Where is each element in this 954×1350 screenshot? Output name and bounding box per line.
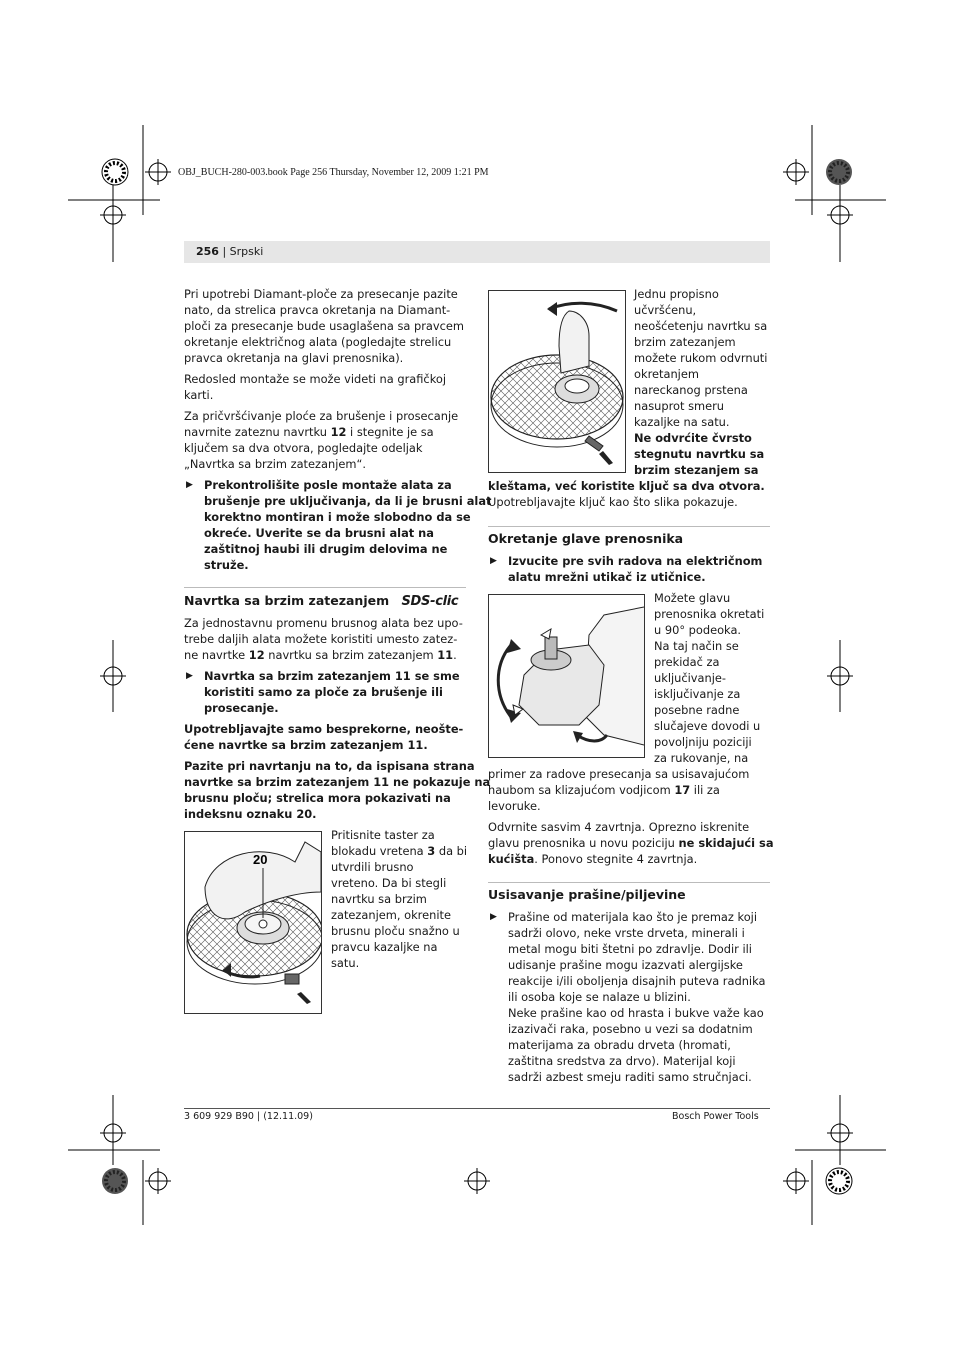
text-line: nato, da strelica pravca okretanja na Diamant- xyxy=(184,303,451,317)
text-line: satu. xyxy=(331,956,360,970)
text-run: ne navrtke xyxy=(184,648,249,662)
sds-clic-logo xyxy=(401,594,458,610)
paragraph-screws xyxy=(488,819,774,867)
paragraph-fastening xyxy=(184,408,458,472)
text-line: okretanje električnog alata (pogledajte strelicu xyxy=(184,335,452,349)
text-line xyxy=(488,782,749,798)
text-line xyxy=(488,835,774,851)
text-run: . Ponovo stegnite 4 zavrtnja. xyxy=(534,852,698,866)
text-line: brusnu ploču; strelica mora pokazivati na xyxy=(184,791,451,805)
page-number: 256 xyxy=(196,245,219,258)
text-line: kleštama, već koristite ključ sa dva otvora. xyxy=(488,479,765,493)
text-line: „Navrtka sa brzim zatezanjem“. xyxy=(184,457,366,471)
ref-number: 17 xyxy=(674,783,691,797)
text-line: učvršćenu, xyxy=(634,303,697,317)
text-line: Jednu propisno xyxy=(634,287,719,301)
text-line xyxy=(184,647,463,663)
footer-divider xyxy=(184,1108,770,1109)
text-run: glavu prenosnika u novu poziciju xyxy=(488,836,679,850)
text-line: korektno montiran i može slobodno da se xyxy=(204,510,471,524)
text-line: prekidač za xyxy=(654,655,720,669)
text-line: trebe daljih alata možete koristiti umesto zatez- xyxy=(184,632,458,646)
section-divider xyxy=(488,882,770,883)
text-line: primer za radove presecanja sa usisavajućom xyxy=(488,767,750,781)
text-line: Pri upotrebi Diamant-ploče za presecanje pazite xyxy=(184,287,458,301)
text-run: ili za xyxy=(690,783,720,797)
text-line: Na taj način se xyxy=(654,639,739,653)
footer-doc-number: 3 609 929 B90 | (12.11.09) xyxy=(184,1111,313,1122)
text-line: Prašine od materijala kao što je premaz koji xyxy=(508,910,757,924)
grinding-wheel-illustration xyxy=(185,832,321,1013)
triangle-bullet-icon: ▶ xyxy=(186,480,193,490)
text-line: Neke prašine kao od hrasta i bukve važe kao xyxy=(508,1006,764,1020)
text-line: Za pričvršćivanje ploće za brušenje i prosecanje xyxy=(184,409,459,423)
gear-head-rotation-illustration xyxy=(489,595,644,757)
header-separator: | xyxy=(218,245,230,258)
text-line: navrtke sa brzim zatezanjem 11 ne pokazuje na xyxy=(184,775,491,789)
text-line: indeksnu oznaku 20. xyxy=(184,807,317,821)
section-title-rotate: Okretanje glave prenosnika xyxy=(488,531,684,546)
text-line: uključivanje- xyxy=(654,671,727,685)
section-title-dust: Usisavanje prašine/piljevine xyxy=(488,887,686,902)
sds-clic-logo-text: SDS-clic xyxy=(401,594,459,609)
triangle-bullet-icon: ▶ xyxy=(490,556,497,566)
text-line: povoljniju poziciji xyxy=(654,735,752,749)
ref-number: 12 xyxy=(248,648,265,662)
text-line: utvrdili brusno xyxy=(331,860,414,874)
text-line: Redosled montaže se može videti na grafičkoj xyxy=(184,372,447,386)
text-line: u 90° podeoka. xyxy=(654,623,742,637)
text-run: navrnite zateznu navrtku xyxy=(184,425,331,439)
text-line: koristiti samo za ploče za brušenje ili xyxy=(204,685,443,699)
ref-number: 3 xyxy=(427,844,436,858)
text-line: nasuprot smeru xyxy=(634,399,725,413)
triangle-bullet-icon: ▶ xyxy=(490,912,497,922)
text-line: okretanjem xyxy=(634,367,699,381)
header-language: Srpski xyxy=(229,245,264,258)
text-line: metal mogu biti štetni po zdravlje. Dodir ili xyxy=(508,942,752,956)
text-line: brzim zatezanjem xyxy=(634,335,736,349)
text-line: brušenje pre uključivanja, da li je brusni alat xyxy=(204,494,492,508)
print-header: OBJ_BUCH-280-003.book Page 256 Thursday, November 12, 2009 1:21 PM xyxy=(178,167,489,178)
text-line xyxy=(488,851,774,867)
section-title-quick-nut xyxy=(184,593,458,610)
text-line: izazivači raka, posebno u vezi sa dodatnim xyxy=(508,1022,753,1036)
text-line: brusnu ploču snažno u xyxy=(331,924,460,938)
text-run-bold: ne skidajući sa xyxy=(678,836,774,850)
text-line: isključivanje za xyxy=(654,687,741,701)
text-line: Za jednostavnu promenu brusnog alata bez upo- xyxy=(184,616,463,630)
figure-rotate-head xyxy=(488,594,645,758)
text-line: sadrži olovo, neke vrste drveta, minerali i xyxy=(508,926,745,940)
footer-brand: Bosch Power Tools xyxy=(672,1111,759,1122)
triangle-bullet-icon: ▶ xyxy=(186,671,193,681)
text-line: Izvucite pre svih radova na električnom xyxy=(508,554,763,568)
text-line: kazaljke na satu. xyxy=(634,415,730,429)
text-line: slučajeve dovodi u xyxy=(654,719,761,733)
paragraph-quick-nut xyxy=(184,615,463,663)
text-line: levoruke. xyxy=(488,799,541,813)
figure-spindle-lock xyxy=(184,831,322,1014)
text-line: ili osoba koje se nalaze u blizini. xyxy=(508,990,691,1004)
text-run: haubom sa klizajućom vodjicom xyxy=(488,783,675,797)
text-line: Navrtka sa brzim zatezanjem 11 se sme xyxy=(204,669,460,683)
index-mark-label: 20 xyxy=(253,852,268,867)
text-line: Pazite pri navrtanju na to, da ispisana strana xyxy=(184,759,475,773)
figure-unscrew-nut xyxy=(488,290,626,473)
text-line: neošćetenju navrtku sa xyxy=(634,319,768,333)
text-line: nareckanog prstena xyxy=(634,383,748,397)
page-number-line xyxy=(196,245,263,258)
text-line: okreće. Uverite se da brusni alat na xyxy=(204,526,434,540)
text-line: ploči za presecanje bude usaglašena sa pravcem xyxy=(184,319,464,333)
text-line: Ne odvrćite čvrsto xyxy=(634,431,752,445)
text-line: Možete glavu xyxy=(654,591,731,605)
text-line: ćene navrtke sa brzim zatezanjem 11. xyxy=(184,738,428,752)
text-line: karti. xyxy=(184,388,214,402)
paragraph-sequence xyxy=(184,371,446,403)
text-line: Prekontrolišite posle montaže alata za xyxy=(204,478,452,492)
text-line: vreteno. Da bi stegli xyxy=(331,876,447,890)
text-line: pravca okretanja na glavi prenosnika). xyxy=(184,351,404,365)
text-line: Odvrnite sasvim 4 zavrtnja. Oprezno iskrenite xyxy=(488,820,750,834)
ref-number: 11 xyxy=(437,648,454,662)
text-line: udisanje prašine mogu izazvati alergijske xyxy=(508,958,743,972)
section-divider xyxy=(488,526,770,527)
text-line: prenosnika okretati xyxy=(654,607,765,621)
section-title-text: Navrtka sa brzim zatezanjem xyxy=(184,593,390,608)
text-line: brzim stezanjem sa xyxy=(634,463,759,477)
paragraph-rotate-cont xyxy=(488,766,749,814)
text-line: alatu mrežni utikač iz utičnice. xyxy=(508,570,706,584)
text-line: Upotrebljavajte ključ kao što slika pokazuje. xyxy=(488,495,738,509)
text-line: materijama za obradu drveta (hromati, xyxy=(508,1038,731,1052)
text-line xyxy=(331,843,467,859)
paragraph-wrench xyxy=(488,478,765,510)
paragraph-flawless-nuts xyxy=(184,721,463,753)
text-line: zaštitnoj haubi ili drugim delovima ne xyxy=(204,542,448,556)
text-run-bold: kućišta xyxy=(488,852,535,866)
text-line: struže. xyxy=(204,558,249,572)
text-run: . xyxy=(453,648,457,662)
text-line: zaštitna sredstva za drvo). Materijal koji xyxy=(508,1054,736,1068)
text-line: sadrži azbest smeju raditi samo stručnjaci. xyxy=(508,1070,752,1084)
text-run: blokadu vretena xyxy=(331,844,428,858)
text-run: navrtku sa brzim zatezanjem xyxy=(264,648,438,662)
text-line: Upotrebljavajte samo besprekorne, neošte- xyxy=(184,722,464,736)
text-run: da bi xyxy=(435,844,468,858)
text-line: ključem sa dva otvora, pogledajte odeljak xyxy=(184,441,423,455)
text-line: pravcu kazaljke na xyxy=(331,940,438,954)
text-line: posebne radne xyxy=(654,703,740,717)
figure-caption-unscrew xyxy=(634,286,767,478)
paragraph-printed-side xyxy=(184,758,490,822)
paragraph-diamant xyxy=(184,286,464,366)
text-line: prosecanje. xyxy=(204,701,279,715)
text-line: zatezanjem, okrenite xyxy=(331,908,451,922)
text-line: navrtku sa brzim xyxy=(331,892,427,906)
section-divider xyxy=(184,587,466,588)
figure-caption-rotate xyxy=(654,590,764,766)
text-line: stegnutu navrtku sa xyxy=(634,447,765,461)
ref-number: 12 xyxy=(330,425,347,439)
text-line: za rukovanje, na xyxy=(654,751,749,765)
page-header xyxy=(184,241,770,263)
hand-unscrewing-illustration xyxy=(489,291,625,472)
text-line: možete rukom odvrnuti xyxy=(634,351,768,365)
text-line: reakcije i/ili oboljenja disajnih puteva radnika xyxy=(508,974,766,988)
text-line xyxy=(184,424,458,440)
figure-caption-spindle xyxy=(331,827,467,971)
text-line: Pritisnite taster za xyxy=(331,828,435,842)
text-run: i stegnite je sa xyxy=(346,425,434,439)
